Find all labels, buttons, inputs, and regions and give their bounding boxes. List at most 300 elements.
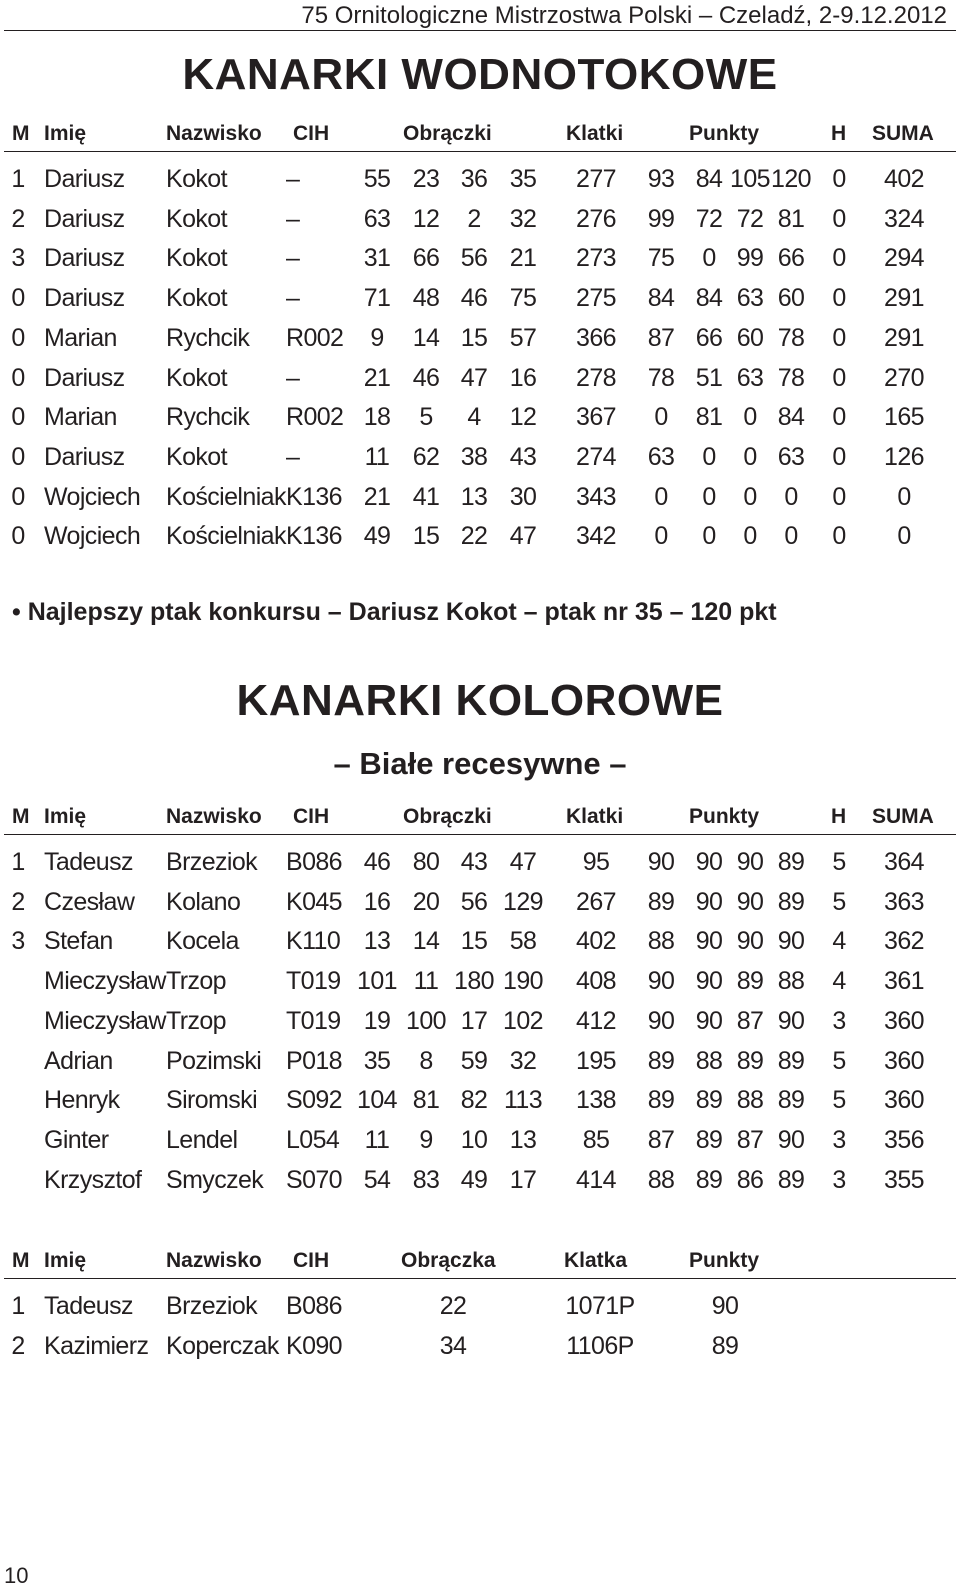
cell-imie: Marian <box>44 403 117 432</box>
cell-cih: S092 <box>286 1086 342 1115</box>
cell-h: 0 <box>832 244 846 273</box>
cell-o1: 101 <box>357 967 397 996</box>
cell-h: 5 <box>832 1046 846 1075</box>
cell-imie: Dariusz <box>44 204 125 233</box>
cell-o1: 21 <box>363 482 391 511</box>
cell-h: 0 <box>832 363 846 392</box>
cell-cih: K110 <box>286 927 341 956</box>
col-nazwisko: Nazwisko <box>166 805 262 828</box>
cell-o3: 56 <box>460 244 488 273</box>
cell-o4: 129 <box>503 887 543 916</box>
header-rule <box>4 30 956 31</box>
cell-klatki: 402 <box>576 927 616 956</box>
cell-klatki: 276 <box>576 204 616 233</box>
cell-m: 1 <box>11 848 25 876</box>
cell-h: 5 <box>832 848 846 876</box>
cell-o2: 14 <box>412 323 440 352</box>
cell-suma: 324 <box>884 204 924 233</box>
cell-o4: 35 <box>509 165 537 193</box>
cell-klatki: 408 <box>576 967 616 996</box>
table-row <box>0 244 960 282</box>
cell-imie: Mieczysław <box>44 1006 166 1035</box>
cell-o1: 55 <box>363 165 391 193</box>
cell-nazwisko: Smyczek <box>166 1165 264 1194</box>
cell-p2: 66 <box>695 323 723 352</box>
cell-p3: 72 <box>736 204 764 233</box>
cell-h: 0 <box>832 482 846 511</box>
col-nazwisko: Nazwisko <box>166 1249 262 1272</box>
cell-m: 2 <box>11 204 25 233</box>
cell-cih: K136 <box>286 482 342 511</box>
cell-p4: 0 <box>784 482 798 511</box>
cell-obraczka: 22 <box>439 1292 467 1320</box>
cell-cih: – <box>286 284 300 313</box>
cell-imie: Henryk <box>44 1086 120 1115</box>
cell-p4: 78 <box>777 363 805 392</box>
col-m: M <box>12 122 30 145</box>
cell-o1: 49 <box>363 522 391 551</box>
cell-suma: 291 <box>884 323 924 352</box>
cell-o1: 54 <box>363 1165 391 1194</box>
col-punkty: Punkty <box>689 122 760 145</box>
cell-klatka: 1071P <box>565 1292 635 1320</box>
cell-p2: 88 <box>695 1046 723 1075</box>
header-divider <box>4 834 956 835</box>
cell-p2: 89 <box>695 1086 723 1115</box>
cell-obraczka: 34 <box>439 1331 467 1360</box>
cell-o3: 2 <box>467 204 481 233</box>
cell-klatki: 343 <box>576 482 616 511</box>
cell-p3: 86 <box>736 1165 764 1194</box>
cell-imie: Stefan <box>44 927 113 956</box>
col-imie: Imię <box>44 805 87 828</box>
cell-o2: 41 <box>412 482 440 511</box>
table-row <box>0 1166 960 1204</box>
cell-p1: 84 <box>647 284 675 313</box>
cell-p4: 89 <box>777 1165 805 1194</box>
cell-cih: T019 <box>286 1006 341 1035</box>
col-obraczki: Obrączki <box>403 805 492 828</box>
cell-o2: 83 <box>412 1165 440 1194</box>
cell-h: 3 <box>832 1125 846 1154</box>
cell-m: 0 <box>11 522 25 551</box>
cell-o4: 190 <box>503 967 543 996</box>
cell-o3: 38 <box>460 442 488 471</box>
cell-p3: 90 <box>736 848 764 876</box>
cell-m: 1 <box>11 165 25 193</box>
cell-imie: Dariusz <box>44 165 125 193</box>
cell-imie: Wojciech <box>44 522 141 551</box>
cell-o1: 16 <box>363 887 391 916</box>
cell-o2: 100 <box>406 1006 446 1035</box>
cell-klatki: 195 <box>576 1046 616 1075</box>
cell-o1: 63 <box>363 204 391 233</box>
cell-nazwisko: Kościelniak <box>166 482 286 511</box>
table-row <box>0 888 960 926</box>
cell-o1: 21 <box>363 363 391 392</box>
cell-cih: B086 <box>286 848 342 876</box>
cell-p4: 90 <box>777 1125 805 1154</box>
col-h: H <box>831 805 847 828</box>
cell-p4: 89 <box>777 848 805 876</box>
cell-o4: 13 <box>509 1125 537 1154</box>
cell-suma: 294 <box>884 244 924 273</box>
cell-nazwisko: Kolano <box>166 887 241 916</box>
table-row <box>0 927 960 965</box>
cell-o4: 17 <box>509 1165 537 1194</box>
cell-klatki: 274 <box>576 442 616 471</box>
cell-o3: 43 <box>460 848 488 876</box>
col-obraczka: Obrączka <box>401 1249 496 1272</box>
best-bird-note: • Najlepszy ptak konkursu – Dariusz Kokot – ptak nr 35 – 120 pkt <box>12 598 777 626</box>
cell-p1: 0 <box>654 522 668 551</box>
cell-o3: 22 <box>460 522 488 551</box>
cell-o1: 46 <box>363 848 391 876</box>
cell-p2: 84 <box>695 284 723 313</box>
cell-cih: K136 <box>286 522 342 551</box>
cell-o3: 17 <box>460 1006 488 1035</box>
cell-imie: Dariusz <box>44 284 125 313</box>
cell-p4: 0 <box>784 522 798 551</box>
col-punkty: Punkty <box>689 805 760 828</box>
cell-suma: 355 <box>884 1165 924 1194</box>
cell-imie: Ginter <box>44 1125 109 1154</box>
cell-klatki: 138 <box>576 1086 616 1115</box>
cell-suma: 270 <box>884 363 924 392</box>
cell-o3: 82 <box>460 1086 488 1115</box>
cell-p3: 87 <box>736 1125 764 1154</box>
cell-p1: 87 <box>647 1125 675 1154</box>
cell-klatki: 277 <box>576 165 616 193</box>
col-nazwisko: Nazwisko <box>166 122 262 145</box>
col-suma: SUMA <box>872 122 934 145</box>
cell-o4: 21 <box>509 244 537 273</box>
cell-p4: 63 <box>777 442 805 471</box>
cell-p3: 0 <box>743 482 757 511</box>
table-header-wodnotokowe <box>0 122 960 150</box>
cell-p3: 88 <box>736 1086 764 1115</box>
cell-m: 0 <box>11 323 25 352</box>
col-cih: CIH <box>293 805 330 828</box>
cell-p2: 89 <box>695 1125 723 1154</box>
cell-cih: T019 <box>286 967 341 996</box>
cell-nazwisko: Kocela <box>166 927 239 956</box>
cell-p4: 81 <box>777 204 805 233</box>
col-klatki: Klatki <box>566 122 624 145</box>
cell-p3: 63 <box>736 363 764 392</box>
cell-imie: Mieczysław <box>44 967 166 996</box>
cell-o4: 16 <box>509 363 537 392</box>
cell-cih: – <box>286 165 300 193</box>
table-row <box>0 443 960 481</box>
section-title-kolorowe: KANARKI KOLOROWE <box>236 676 724 725</box>
cell-p1: 90 <box>647 848 675 876</box>
cell-cih: K045 <box>286 887 342 916</box>
cell-p3: 63 <box>736 284 764 313</box>
cell-nazwisko: Rychcik <box>166 403 250 432</box>
cell-p2: 90 <box>695 967 723 996</box>
cell-nazwisko: Lendel <box>166 1125 238 1154</box>
cell-p1: 63 <box>647 442 675 471</box>
cell-p2: 89 <box>695 1165 723 1194</box>
section-subtitle: – Białe recesywne – <box>333 746 627 781</box>
cell-cih: – <box>286 363 300 392</box>
cell-o2: 80 <box>412 848 440 876</box>
cell-o1: 104 <box>357 1086 397 1115</box>
cell-p1: 99 <box>647 204 675 233</box>
table-row <box>0 1086 960 1124</box>
cell-imie: Wojciech <box>44 482 141 511</box>
cell-p3: 0 <box>743 403 757 432</box>
table-row <box>0 403 960 441</box>
cell-cih: R002 <box>286 403 344 432</box>
cell-o4: 57 <box>509 323 537 352</box>
cell-o3: 10 <box>460 1125 488 1154</box>
cell-o3: 56 <box>460 887 488 916</box>
table-row <box>0 967 960 1005</box>
cell-o4: 32 <box>509 1046 537 1075</box>
cell-p3: 89 <box>736 1046 764 1075</box>
cell-o1: 9 <box>370 323 384 352</box>
cell-p1: 0 <box>654 403 668 432</box>
cell-o4: 43 <box>509 442 537 471</box>
cell-o4: 47 <box>509 848 537 876</box>
cell-o2: 81 <box>412 1086 440 1115</box>
cell-suma: 360 <box>884 1046 924 1075</box>
col-obraczki: Obrączki <box>403 122 492 145</box>
cell-nazwisko: Pozimski <box>166 1046 262 1075</box>
cell-nazwisko: Brzeziok <box>166 1292 258 1320</box>
cell-p2: 90 <box>695 848 723 876</box>
cell-p3: 89 <box>736 967 764 996</box>
cell-nazwisko: Kokot <box>166 165 227 193</box>
table-row <box>0 1126 960 1164</box>
cell-p3: 0 <box>743 442 757 471</box>
cell-h: 0 <box>832 204 846 233</box>
cell-m: 3 <box>11 244 25 273</box>
cell-o2: 62 <box>412 442 440 471</box>
cell-nazwisko: Trzop <box>166 1006 226 1035</box>
cell-suma: 360 <box>884 1086 924 1115</box>
cell-o3: 59 <box>460 1046 488 1075</box>
cell-cih: K090 <box>286 1331 342 1360</box>
cell-cih: – <box>286 442 300 471</box>
cell-o2: 46 <box>412 363 440 392</box>
cell-m: 0 <box>11 363 25 392</box>
cell-h: 3 <box>832 1165 846 1194</box>
cell-p1: 78 <box>647 363 675 392</box>
cell-p1: 89 <box>647 1046 675 1075</box>
cell-o4: 47 <box>509 522 537 551</box>
cell-p4: 90 <box>777 927 805 956</box>
col-imie: Imię <box>44 122 87 145</box>
cell-o4: 75 <box>509 284 537 313</box>
header-divider <box>4 1278 956 1279</box>
cell-nazwisko: Rychcik <box>166 323 250 352</box>
cell-m: 0 <box>11 482 25 511</box>
cell-o2: 48 <box>412 284 440 313</box>
cell-klatki: 267 <box>576 887 616 916</box>
cell-p3: 60 <box>736 323 764 352</box>
cell-cih: B086 <box>286 1292 342 1320</box>
cell-nazwisko: Kościelniak <box>166 522 286 551</box>
cell-nazwisko: Kokot <box>166 442 227 471</box>
cell-o4: 58 <box>509 927 537 956</box>
cell-punkty: 90 <box>711 1292 739 1320</box>
cell-p4: 89 <box>777 1046 805 1075</box>
cell-p2: 81 <box>695 403 723 432</box>
col-m: M <box>12 805 30 828</box>
cell-o4: 102 <box>503 1006 543 1035</box>
col-h: H <box>831 122 847 145</box>
cell-o4: 32 <box>509 204 537 233</box>
cell-o2: 66 <box>412 244 440 273</box>
cell-nazwisko: Kokot <box>166 244 227 273</box>
cell-suma: 126 <box>884 442 924 471</box>
cell-suma: 364 <box>884 848 924 876</box>
cell-h: 0 <box>832 403 846 432</box>
col-klatki: Klatki <box>566 805 624 828</box>
table-header-best <box>0 1249 960 1277</box>
cell-p1: 90 <box>647 1006 675 1035</box>
table-row <box>0 205 960 243</box>
cell-imie: Dariusz <box>44 363 125 392</box>
cell-p4: 78 <box>777 323 805 352</box>
cell-nazwisko: Brzeziok <box>166 848 258 876</box>
cell-o1: 19 <box>363 1006 391 1035</box>
cell-cih: S070 <box>286 1165 342 1194</box>
cell-h: 0 <box>832 522 846 551</box>
cell-imie: Dariusz <box>44 442 125 471</box>
cell-klatki: 366 <box>576 323 616 352</box>
cell-p1: 89 <box>647 887 675 916</box>
cell-o1: 71 <box>363 284 391 313</box>
page-header-text: 75 Ornitologiczne Mistrzostwa Polski – Czeladź, 2-9.12.2012 <box>301 2 947 29</box>
cell-m: 1 <box>11 1292 25 1320</box>
cell-p1: 75 <box>647 244 675 273</box>
cell-p3: 90 <box>736 927 764 956</box>
cell-p1: 88 <box>647 1165 675 1194</box>
cell-p2: 51 <box>695 363 723 392</box>
cell-suma: 356 <box>884 1125 924 1154</box>
cell-o3: 36 <box>460 165 488 193</box>
table-row <box>0 165 960 203</box>
cell-klatki: 414 <box>576 1165 616 1194</box>
cell-o3: 4 <box>467 403 481 432</box>
cell-h: 0 <box>832 284 846 313</box>
table-row <box>0 364 960 402</box>
cell-p3: 0 <box>743 522 757 551</box>
cell-imie: Adrian <box>44 1046 113 1075</box>
cell-nazwisko: Kokot <box>166 284 227 313</box>
table-row <box>0 324 960 362</box>
cell-cih: – <box>286 204 300 233</box>
cell-p4: 89 <box>777 887 805 916</box>
cell-suma: 363 <box>884 887 924 916</box>
table-row <box>0 1292 960 1330</box>
cell-suma: 360 <box>884 1006 924 1035</box>
section-title-wodnotokowe: KANARKI WODNOTOKOWE <box>182 50 778 99</box>
cell-p3: 87 <box>736 1006 764 1035</box>
cell-p4: 120 <box>771 165 811 193</box>
cell-o3: 15 <box>460 927 488 956</box>
cell-punkty: 89 <box>711 1331 739 1360</box>
cell-klatki: 278 <box>576 363 616 392</box>
cell-p2: 0 <box>702 522 716 551</box>
col-cih: CIH <box>293 122 330 145</box>
cell-cih: P018 <box>286 1046 342 1075</box>
cell-o1: 31 <box>363 244 391 273</box>
cell-o4: 30 <box>509 482 537 511</box>
col-punkty: Punkty <box>689 1249 760 1272</box>
cell-p2: 0 <box>702 244 716 273</box>
cell-p2: 84 <box>695 165 723 193</box>
cell-imie: Czesław <box>44 887 135 916</box>
col-suma: SUMA <box>872 805 934 828</box>
cell-o3: 46 <box>460 284 488 313</box>
cell-o1: 13 <box>363 927 391 956</box>
cell-h: 0 <box>832 442 846 471</box>
cell-p1: 93 <box>647 165 675 193</box>
cell-o1: 18 <box>363 403 391 432</box>
cell-imie: Kazimierz <box>44 1331 149 1360</box>
cell-o2: 20 <box>412 887 440 916</box>
cell-h: 4 <box>832 967 846 996</box>
table-row <box>0 1332 960 1370</box>
cell-o3: 180 <box>454 967 494 996</box>
cell-nazwisko: Siromski <box>166 1086 258 1115</box>
cell-o2: 12 <box>412 204 440 233</box>
header-divider <box>4 151 956 152</box>
cell-o3: 49 <box>460 1165 488 1194</box>
cell-o3: 47 <box>460 363 488 392</box>
cell-p1: 87 <box>647 323 675 352</box>
cell-klatki: 367 <box>576 403 616 432</box>
cell-imie: Krzysztof <box>44 1165 142 1194</box>
cell-suma: 0 <box>897 482 911 511</box>
cell-imie: Marian <box>44 323 117 352</box>
cell-m: 3 <box>11 927 25 956</box>
cell-p3: 99 <box>736 244 764 273</box>
cell-m: 0 <box>11 442 25 471</box>
cell-o1: 11 <box>364 442 390 471</box>
cell-p4: 89 <box>777 1086 805 1115</box>
cell-nazwisko: Trzop <box>166 967 226 996</box>
cell-p2: 72 <box>695 204 723 233</box>
cell-suma: 165 <box>884 403 924 432</box>
col-imie: Imię <box>44 1249 87 1272</box>
cell-nazwisko: Kokot <box>166 204 227 233</box>
cell-p2: 0 <box>702 442 716 471</box>
cell-p1: 89 <box>647 1086 675 1115</box>
table-row <box>0 522 960 560</box>
cell-o2: 8 <box>419 1046 433 1075</box>
cell-p1: 0 <box>654 482 668 511</box>
cell-imie: Tadeusz <box>44 1292 133 1320</box>
table-row <box>0 284 960 322</box>
table-row <box>0 483 960 521</box>
cell-o2: 5 <box>419 403 433 432</box>
cell-p2: 90 <box>695 927 723 956</box>
page-number: 10 <box>4 1563 29 1588</box>
cell-nazwisko: Koperczak <box>166 1331 279 1360</box>
cell-h: 0 <box>832 323 846 352</box>
cell-p1: 90 <box>647 967 675 996</box>
cell-o3: 15 <box>460 323 488 352</box>
cell-o2: 14 <box>412 927 440 956</box>
table-row <box>0 848 960 886</box>
cell-h: 5 <box>832 1086 846 1115</box>
